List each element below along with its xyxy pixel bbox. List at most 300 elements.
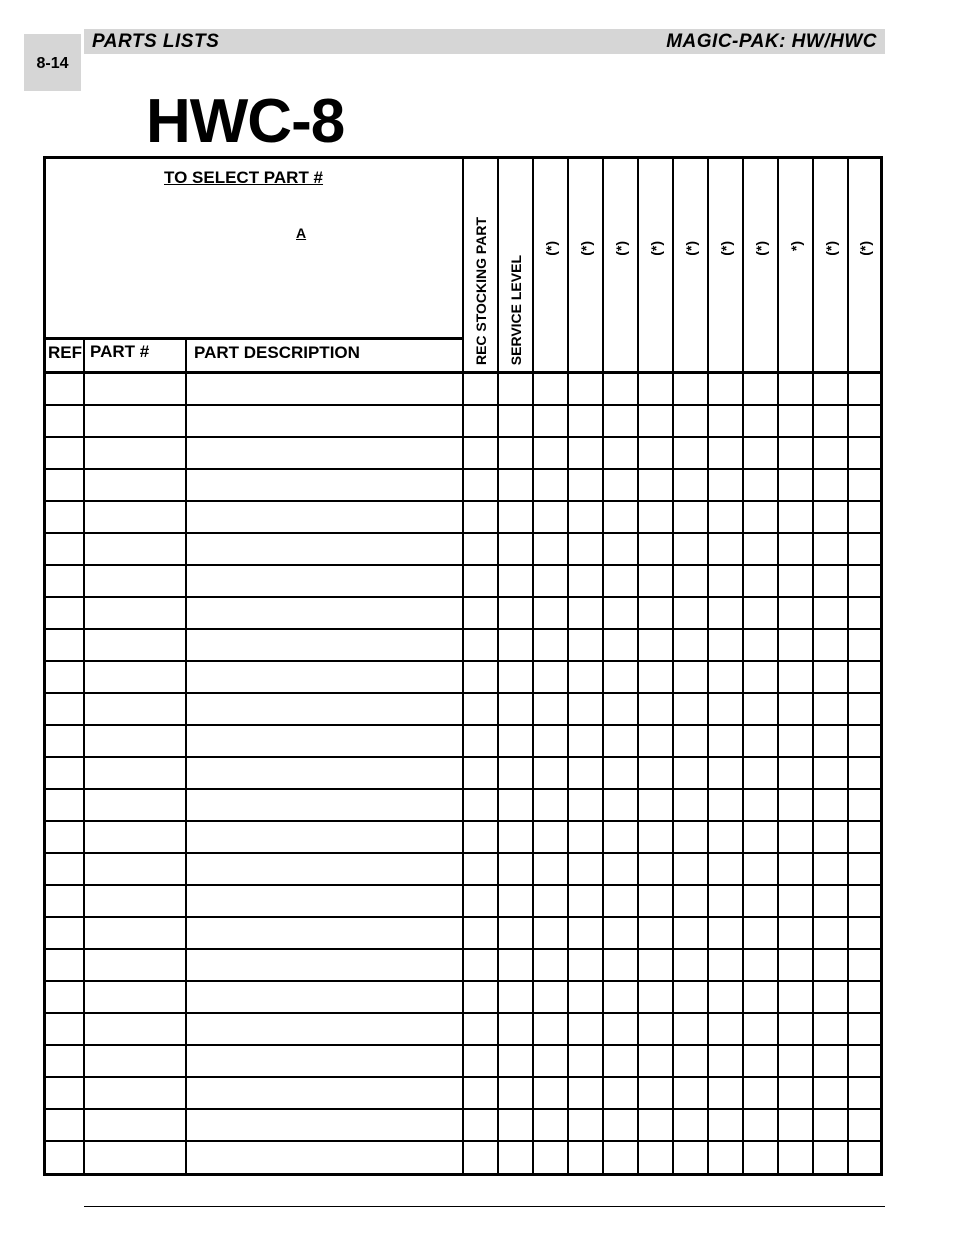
table-cell [637, 534, 672, 564]
table-cell [185, 1046, 462, 1076]
table-cell [777, 662, 812, 692]
part-description-column-header: PART DESCRIPTION [194, 343, 360, 362]
table-cell [83, 790, 185, 820]
table-cell [567, 374, 602, 404]
table-row [46, 1110, 880, 1142]
table-row [46, 950, 880, 982]
table-row [46, 854, 880, 886]
table-cell [812, 1014, 847, 1044]
table-cell [742, 918, 777, 948]
table-cell [672, 1142, 707, 1174]
table-cell [742, 438, 777, 468]
table-cell [812, 438, 847, 468]
table-cell [462, 1142, 497, 1174]
table-cell [812, 918, 847, 948]
table-cell [847, 1046, 880, 1076]
table-cell [777, 630, 812, 660]
table-cell [812, 1142, 847, 1174]
table-cell [777, 886, 812, 916]
table-cell [847, 502, 880, 532]
vertical-header-cell [672, 159, 707, 371]
table-cell [742, 374, 777, 404]
table-cell [185, 502, 462, 532]
table-row [46, 1142, 880, 1174]
table-cell [707, 662, 742, 692]
table-cell [185, 470, 462, 500]
vertical-header-cell [497, 159, 532, 371]
table-cell [185, 1110, 462, 1140]
table-cell [847, 790, 880, 820]
table-row [46, 1078, 880, 1110]
table-cell [462, 662, 497, 692]
table-cell [777, 598, 812, 628]
option-column-header: (*) [856, 241, 873, 256]
table-cell [497, 1014, 532, 1044]
table-cell [497, 1142, 532, 1174]
table-cell [185, 886, 462, 916]
page-tab [24, 34, 81, 91]
table-cell [847, 886, 880, 916]
vertical-header-cell [847, 159, 880, 371]
table-cell [567, 630, 602, 660]
table-cell [672, 630, 707, 660]
table-cell [812, 534, 847, 564]
option-column-header: (*) [577, 241, 594, 256]
table-cell [567, 918, 602, 948]
table-cell [637, 982, 672, 1012]
table-cell [532, 566, 567, 596]
table-cell [777, 950, 812, 980]
table-cell [497, 950, 532, 980]
table-cell [707, 406, 742, 436]
table-cell [672, 726, 707, 756]
table-cell [637, 886, 672, 916]
table-cell [637, 950, 672, 980]
table-cell [672, 438, 707, 468]
table-cell [637, 1142, 672, 1174]
table-cell [847, 950, 880, 980]
table-cell [742, 950, 777, 980]
table-cell [497, 470, 532, 500]
select-part-box [46, 159, 462, 340]
table-cell [567, 982, 602, 1012]
table-cell [185, 662, 462, 692]
option-column-header: (*) [542, 241, 559, 256]
table-cell [83, 1078, 185, 1108]
table-cell [532, 1110, 567, 1140]
table-cell [812, 1110, 847, 1140]
table-cell [185, 694, 462, 724]
table-cell [777, 1014, 812, 1044]
vertical-header-cell [777, 159, 812, 371]
table-cell [83, 726, 185, 756]
table-cell [742, 406, 777, 436]
table-cell [707, 726, 742, 756]
table-cell [637, 1110, 672, 1140]
parts-grid [46, 374, 880, 1174]
table-cell [532, 726, 567, 756]
table-cell [567, 534, 602, 564]
table-cell [462, 598, 497, 628]
table-cell [462, 630, 497, 660]
table-cell [462, 374, 497, 404]
vertical-header-cell [637, 159, 672, 371]
table-cell [497, 534, 532, 564]
table-cell [777, 1110, 812, 1140]
table-cell [602, 438, 637, 468]
table-cell [672, 566, 707, 596]
table-cell [602, 1046, 637, 1076]
table-cell [497, 1078, 532, 1108]
table-cell [742, 790, 777, 820]
select-part-letter: A [296, 225, 307, 241]
table-cell [707, 982, 742, 1012]
table-cell [847, 566, 880, 596]
table-cell [672, 1110, 707, 1140]
table-cell [707, 630, 742, 660]
table-cell [532, 886, 567, 916]
table-cell [532, 854, 567, 884]
table-cell [83, 950, 185, 980]
vertical-header-cell [812, 159, 847, 371]
table-cell [497, 406, 532, 436]
table-cell [567, 758, 602, 788]
table-cell [185, 1014, 462, 1044]
table-cell [777, 406, 812, 436]
table-cell [602, 758, 637, 788]
table-cell [602, 470, 637, 500]
part-number-divider [185, 340, 187, 371]
table-cell [567, 726, 602, 756]
table-cell [532, 790, 567, 820]
table-cell [847, 1078, 880, 1108]
table-cell [83, 822, 185, 852]
table-cell [777, 982, 812, 1012]
table-cell [567, 950, 602, 980]
table-cell [672, 854, 707, 884]
table-cell [742, 854, 777, 884]
table-cell [462, 918, 497, 948]
table-cell [707, 1078, 742, 1108]
table-cell [462, 1110, 497, 1140]
table-cell [532, 534, 567, 564]
table-cell [777, 918, 812, 948]
table-cell [497, 566, 532, 596]
table-cell [777, 822, 812, 852]
table-cell [83, 758, 185, 788]
vertical-header-cell [532, 159, 567, 371]
table-cell [185, 566, 462, 596]
table-cell [707, 918, 742, 948]
option-column-header: *) [787, 241, 804, 252]
table-cell [847, 758, 880, 788]
table-cell [742, 502, 777, 532]
table-row [46, 470, 880, 502]
table-cell [847, 1142, 880, 1174]
table-cell [497, 918, 532, 948]
table-cell [83, 694, 185, 724]
table-cell [185, 790, 462, 820]
table-row [46, 694, 880, 726]
table-cell [637, 822, 672, 852]
option-column-header: (*) [752, 241, 769, 256]
table-cell [672, 886, 707, 916]
table-cell [847, 438, 880, 468]
table-row [46, 822, 880, 854]
table-cell [672, 406, 707, 436]
table-cell [812, 982, 847, 1012]
table-cell [707, 598, 742, 628]
table-cell [672, 950, 707, 980]
table-cell [83, 630, 185, 660]
table-cell [462, 854, 497, 884]
table-cell [185, 854, 462, 884]
table-cell [742, 726, 777, 756]
table-cell [742, 566, 777, 596]
vertical-header-cell [567, 159, 602, 371]
table-cell [637, 598, 672, 628]
table-cell [602, 566, 637, 596]
table-cell [567, 1078, 602, 1108]
table-cell [497, 694, 532, 724]
table-cell [637, 630, 672, 660]
table-cell [602, 662, 637, 692]
table-cell [812, 822, 847, 852]
table-cell [637, 566, 672, 596]
table-cell [847, 534, 880, 564]
table-cell [83, 1046, 185, 1076]
select-part-title: TO SELECT PART # [164, 168, 324, 187]
table-cell [672, 662, 707, 692]
table-cell [637, 854, 672, 884]
table-row [46, 886, 880, 918]
table-cell [83, 1014, 185, 1044]
table-cell [707, 1142, 742, 1174]
table-cell [83, 886, 185, 916]
table-cell [462, 406, 497, 436]
table-cell [83, 406, 185, 436]
table-cell [707, 758, 742, 788]
table-cell [602, 790, 637, 820]
table-cell [777, 502, 812, 532]
table-cell [742, 662, 777, 692]
table-cell [83, 374, 185, 404]
table-cell [847, 694, 880, 724]
table-cell [812, 726, 847, 756]
table-row [46, 566, 880, 598]
table-cell [497, 502, 532, 532]
table-cell [707, 790, 742, 820]
ref-column-header: REF [48, 343, 82, 362]
table-cell [567, 406, 602, 436]
table-cell [742, 758, 777, 788]
table-cell [497, 1046, 532, 1076]
table-cell [742, 470, 777, 500]
table-cell [742, 1046, 777, 1076]
table-cell [742, 534, 777, 564]
table-cell [847, 918, 880, 948]
table-cell [777, 1046, 812, 1076]
table-cell [777, 758, 812, 788]
table-cell [462, 694, 497, 724]
table-cell [497, 662, 532, 692]
table-cell [707, 566, 742, 596]
table-cell [567, 822, 602, 852]
table-cell [497, 790, 532, 820]
table-cell [462, 982, 497, 1012]
table-cell [847, 1110, 880, 1140]
table-cell [742, 1078, 777, 1108]
table-cell [742, 1142, 777, 1174]
table-row [46, 406, 880, 438]
table-row [46, 374, 880, 406]
table-cell [83, 982, 185, 1012]
table-row [46, 630, 880, 662]
table-cell [567, 1046, 602, 1076]
table-cell [672, 1014, 707, 1044]
table-cell [707, 438, 742, 468]
table-cell [532, 694, 567, 724]
table-cell [532, 918, 567, 948]
table-cell [602, 694, 637, 724]
table-cell [185, 758, 462, 788]
table-cell [672, 758, 707, 788]
table-cell [462, 1078, 497, 1108]
table-cell [532, 982, 567, 1012]
table-row [46, 1046, 880, 1078]
table-cell [637, 758, 672, 788]
table-cell [567, 470, 602, 500]
table-cell [83, 918, 185, 948]
table-cell [532, 406, 567, 436]
table-cell [707, 1046, 742, 1076]
table-cell [847, 854, 880, 884]
table-cell [185, 822, 462, 852]
table-cell [185, 1142, 462, 1174]
option-column-header: (*) [612, 241, 629, 256]
table-cell [462, 502, 497, 532]
table-cell [672, 822, 707, 852]
table-row [46, 662, 880, 694]
table-cell [83, 534, 185, 564]
table-cell [602, 982, 637, 1012]
table-cell [462, 1046, 497, 1076]
table-cell [812, 566, 847, 596]
table-cell [602, 854, 637, 884]
table-cell [185, 534, 462, 564]
page-number: 8-14 [36, 55, 69, 72]
table-cell [707, 886, 742, 916]
table-cell [602, 918, 637, 948]
vertical-header-cell [707, 159, 742, 371]
table-cell [812, 662, 847, 692]
table-cell [83, 1110, 185, 1140]
table-cell [497, 630, 532, 660]
table-cell [602, 822, 637, 852]
table-cell [637, 1078, 672, 1108]
table-cell [707, 950, 742, 980]
table-cell [777, 1142, 812, 1174]
table-cell [462, 470, 497, 500]
table-cell [812, 694, 847, 724]
table-cell [847, 662, 880, 692]
table-cell [497, 598, 532, 628]
table-cell [185, 982, 462, 1012]
table-cell [847, 598, 880, 628]
table-cell [532, 1046, 567, 1076]
table-cell [672, 470, 707, 500]
model-title: HWC-8 [146, 87, 345, 156]
table-cell [672, 694, 707, 724]
table-cell [812, 598, 847, 628]
table-cell [812, 854, 847, 884]
table-cell [707, 374, 742, 404]
table-cell [742, 822, 777, 852]
table-cell [777, 566, 812, 596]
table-cell [602, 534, 637, 564]
table-cell [532, 758, 567, 788]
table-cell [532, 822, 567, 852]
table-cell [602, 630, 637, 660]
table-cell [532, 502, 567, 532]
table-cell [602, 886, 637, 916]
table-cell [707, 822, 742, 852]
table-cell [742, 694, 777, 724]
table-cell [532, 1142, 567, 1174]
table-row [46, 598, 880, 630]
table-cell [812, 1078, 847, 1108]
table-cell [602, 1014, 637, 1044]
table-cell [532, 438, 567, 468]
table-cell [672, 982, 707, 1012]
table-cell [777, 726, 812, 756]
table-cell [812, 502, 847, 532]
table-cell [567, 1110, 602, 1140]
table-row [46, 1014, 880, 1046]
table-cell [567, 502, 602, 532]
table-cell [532, 1014, 567, 1044]
table-cell [602, 406, 637, 436]
table-cell [637, 918, 672, 948]
table-cell [185, 726, 462, 756]
table-cell [497, 1110, 532, 1140]
ref-divider [83, 340, 85, 371]
table-cell [812, 374, 847, 404]
table-cell [742, 982, 777, 1012]
table-cell [707, 1110, 742, 1140]
table-cell [812, 406, 847, 436]
table-cell [567, 1142, 602, 1174]
table-cell [777, 790, 812, 820]
option-column-header: (*) [717, 241, 734, 256]
table-cell [637, 726, 672, 756]
table-cell [637, 438, 672, 468]
table-cell [637, 1014, 672, 1044]
table-cell [567, 438, 602, 468]
table-cell [847, 1014, 880, 1044]
table-cell [847, 374, 880, 404]
table-cell [672, 502, 707, 532]
table-cell [777, 1078, 812, 1108]
table-cell [707, 854, 742, 884]
table-row [46, 918, 880, 950]
table-cell [637, 406, 672, 436]
table-cell [462, 950, 497, 980]
table-cell [497, 854, 532, 884]
table-cell [462, 726, 497, 756]
table-cell [83, 854, 185, 884]
table-cell [83, 1142, 185, 1174]
